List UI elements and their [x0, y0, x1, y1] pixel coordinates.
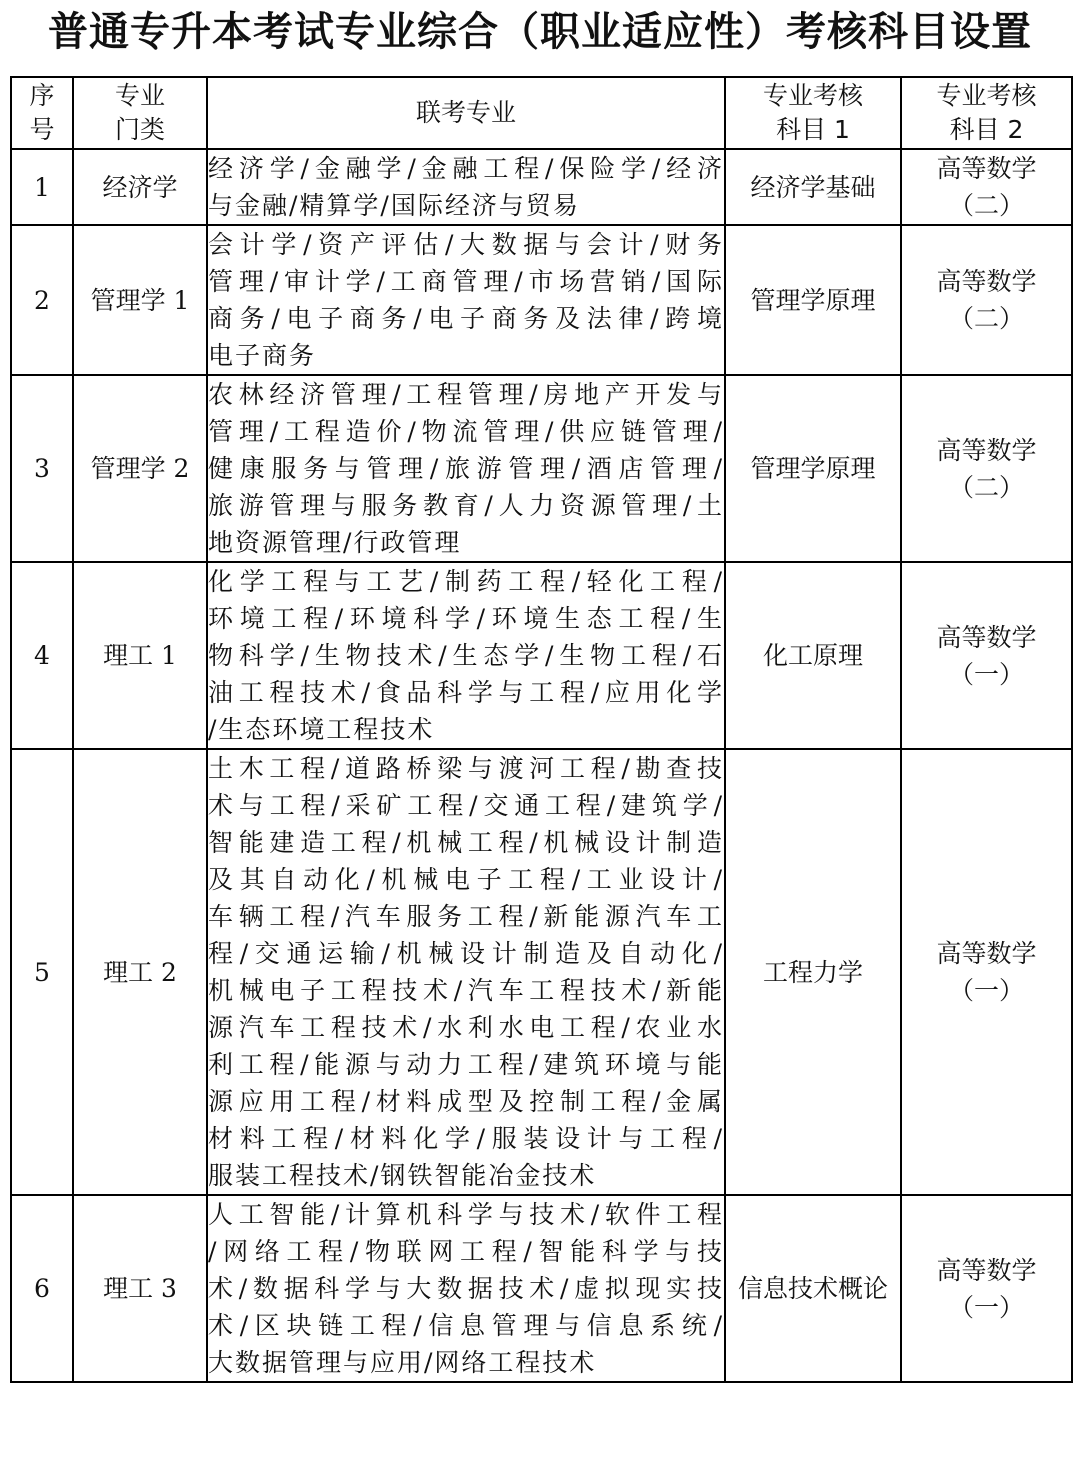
subject-2-line: （一）: [948, 976, 1024, 1005]
majors-line: 商务/电子商务/电子商务及法律/跨境: [208, 304, 724, 333]
row-majors: [207, 562, 725, 749]
row-subject-2: [901, 375, 1072, 562]
subject-2-line: （二）: [948, 472, 1024, 502]
header-subject-2: 专业考核 科目 2: [901, 77, 1072, 149]
majors-line: 利工程/能源与动力工程/建筑环境与能: [208, 1050, 724, 1079]
row-category: 理工 1: [73, 562, 207, 749]
majors-line: 智能建造工程/机械工程/机械设计制造: [208, 828, 724, 857]
row-index: 6: [11, 1195, 73, 1382]
row-subject-1: 化工原理: [725, 562, 901, 749]
table-row: [11, 375, 1072, 562]
row-category: 理工 2: [73, 749, 207, 1195]
majors-line: 服装工程技术/钢铁智能冶金技术: [208, 1161, 597, 1190]
majors-line: 机械电子工程技术/汽车工程技术/新能: [208, 976, 724, 1005]
majors-line: 会计学/资产评估/大数据与会计/财务: [208, 230, 724, 259]
row-subject-1: 经济学基础: [725, 149, 901, 225]
row-index: 4: [11, 562, 73, 749]
majors-line: 物科学/生物技术/生态学/生物工程/石: [208, 641, 724, 670]
table-header-row: [11, 77, 1072, 149]
majors-line: 管理/审计学/工商管理/市场营销/国际: [208, 267, 724, 296]
subject-2-line: 高等数学: [936, 435, 1037, 465]
row-majors: [207, 1195, 725, 1382]
row-majors: [207, 225, 725, 375]
row-index: 1: [11, 149, 73, 225]
majors-line: 源应用工程/材料成型及控制工程/金属: [208, 1087, 724, 1116]
row-category: 管理学 2: [73, 375, 207, 562]
majors-line: 术/数据科学与大数据技术/虚拟现实技: [208, 1274, 724, 1303]
row-subject-1: 管理学原理: [725, 375, 901, 562]
table-body: [11, 149, 1072, 1382]
row-subject-2: [901, 225, 1072, 375]
row-majors: [207, 375, 725, 562]
majors-line: 术与工程/采矿工程/交通工程/建筑学/: [208, 791, 724, 820]
subject-2-line: （一）: [948, 1292, 1024, 1322]
header-majors: 联考专业: [207, 77, 725, 149]
row-index: 3: [11, 375, 73, 562]
majors-line: 油工程技术/食品科学与工程/应用化学: [208, 678, 724, 707]
subjects-table: [10, 76, 1073, 1383]
row-category: 管理学 1: [73, 225, 207, 375]
row-majors: [207, 149, 725, 225]
row-category: 理工 3: [73, 1195, 207, 1382]
subject-2-line: 高等数学: [936, 939, 1037, 968]
majors-line: 经济学/金融学/金融工程/保险学/经济: [208, 154, 724, 183]
row-majors: [207, 749, 725, 1195]
header-index: 序 号: [11, 77, 73, 149]
majors-line: 电子商务: [208, 341, 317, 370]
row-subject-2: [901, 749, 1072, 1195]
majors-line: 旅游管理与服务教育/人力资源管理/土: [208, 491, 724, 520]
row-subject-1: 信息技术概论: [725, 1195, 901, 1382]
majors-line: 地资源管理/行政管理: [208, 528, 462, 557]
majors-line: 及其自动化/机械电子工程/工业设计/: [208, 865, 724, 894]
subject-2-line: （二）: [948, 304, 1024, 333]
table-row: [11, 562, 1072, 749]
header-subject-1: 专业考核 科目 1: [725, 77, 901, 149]
majors-line: 术/区块链工程/信息管理与信息系统/: [208, 1311, 724, 1340]
majors-line: 大数据管理与应用/网络工程技术: [208, 1348, 597, 1377]
row-subject-2: [901, 562, 1072, 749]
row-index: 2: [11, 225, 73, 375]
table-row: [11, 749, 1072, 1195]
majors-line: /网络工程/物联网工程/智能科学与技: [208, 1237, 724, 1266]
subject-2-line: 高等数学: [936, 622, 1037, 652]
row-index: 5: [11, 749, 73, 1195]
majors-line: 材料工程/材料化学/服装设计与工程/: [208, 1124, 724, 1153]
subject-2-line: 高等数学: [936, 267, 1037, 296]
table-row: [11, 225, 1072, 375]
majors-line: 农林经济管理/工程管理/房地产开发与: [208, 380, 724, 409]
header-category: 专业 门类: [73, 77, 207, 149]
row-subject-2: [901, 149, 1072, 225]
majors-line: 管理/工程造价/物流管理/供应链管理/: [208, 417, 724, 446]
majors-line: /生态环境工程技术: [208, 715, 435, 744]
majors-line: 程/交通运输/机械设计制造及自动化/: [208, 939, 724, 968]
majors-line: 环境工程/环境科学/环境生态工程/生: [208, 604, 724, 633]
subject-2-line: （二）: [948, 191, 1024, 220]
majors-line: 与金融/精算学/国际经济与贸易: [208, 191, 580, 220]
subject-2-line: 高等数学: [936, 1255, 1037, 1285]
majors-line: 健康服务与管理/旅游管理/酒店管理/: [208, 454, 724, 483]
subject-2-line: （一）: [948, 659, 1024, 689]
row-subject-1: 工程力学: [725, 749, 901, 1195]
table-row: [11, 149, 1072, 225]
majors-line: 土木工程/道路桥梁与渡河工程/勘查技: [208, 754, 724, 783]
majors-line: 人工智能/计算机科学与技术/软件工程: [208, 1200, 724, 1229]
row-category: 经济学: [73, 149, 207, 225]
majors-line: 源汽车工程技术/水利水电工程/农业水: [208, 1013, 724, 1042]
subject-2-line: 高等数学: [936, 154, 1037, 183]
majors-line: 车辆工程/汽车服务工程/新能源汽车工: [208, 902, 724, 931]
document-title: 普通专升本考试专业综合（职业适应性）考核科目设置: [48, 8, 1032, 55]
majors-line: 化学工程与工艺/制药工程/轻化工程/: [208, 567, 724, 596]
table-row: [11, 1195, 1072, 1382]
row-subject-1: 管理学原理: [725, 225, 901, 375]
row-subject-2: [901, 1195, 1072, 1382]
